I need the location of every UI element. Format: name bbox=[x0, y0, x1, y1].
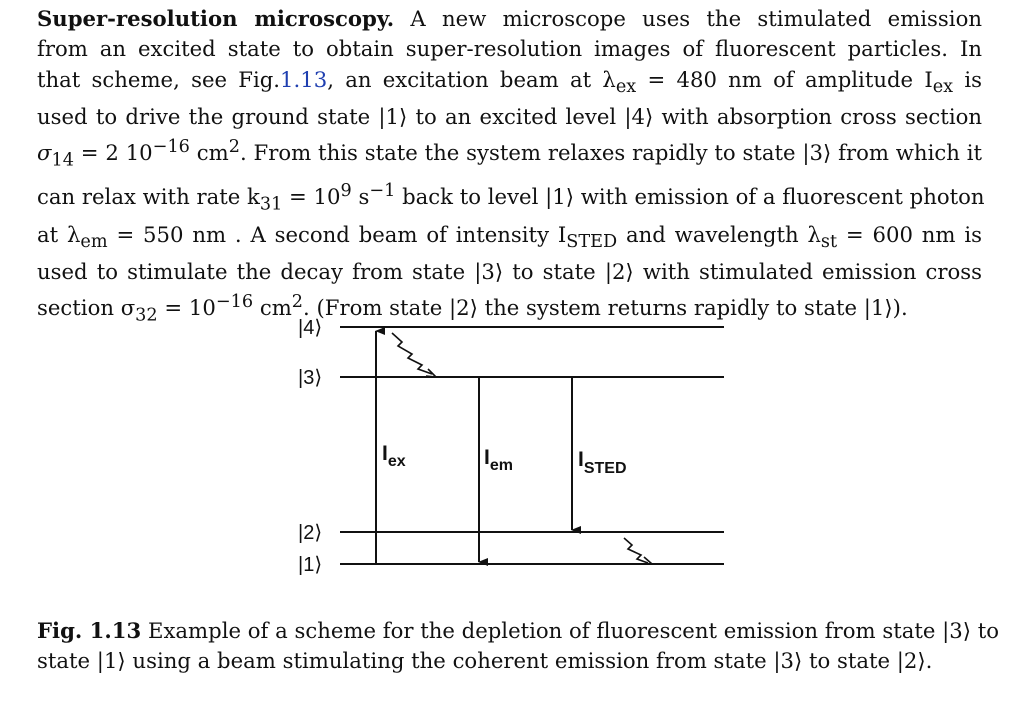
level-1-label: |1⟩ bbox=[298, 554, 323, 576]
superscript: 2 bbox=[228, 137, 240, 158]
caption-text: Example of a scheme for the depletion of fluorescent emission from state |3⟩ to bbox=[141, 618, 1000, 643]
subscript: 32 bbox=[135, 305, 158, 326]
paragraph-text: , an excitation beam at λ bbox=[327, 66, 616, 92]
subscript: STED bbox=[566, 231, 618, 252]
paragraph-text: = 480 nm of amplitude I bbox=[636, 66, 933, 92]
paragraph-text: back to level |1⟩ with emission of a fluorescent photon bbox=[395, 184, 985, 210]
subscript: st bbox=[820, 231, 838, 252]
level-4-label: |4⟩ bbox=[298, 317, 323, 339]
subscript: 14 bbox=[51, 150, 74, 171]
subscript: ex bbox=[932, 76, 954, 97]
level-2-label: |2⟩ bbox=[298, 522, 323, 544]
beam-label-ex: $I_{ex}$ bbox=[382, 442, 406, 470]
math-symbol: σ bbox=[37, 140, 52, 166]
superscript: 2 bbox=[291, 292, 304, 313]
superscript: −16 bbox=[215, 292, 254, 313]
caption-label: Fig. 1.13 bbox=[37, 618, 142, 643]
superscript: 9 bbox=[340, 181, 352, 202]
paragraph-text: can relax with rate k bbox=[37, 184, 260, 210]
paragraph-text: . (From state |2⟩ the system returns rapidly to state |1⟩). bbox=[303, 295, 908, 321]
paragraph-text: cm bbox=[253, 295, 292, 321]
paragraph-text: and wavelength λ bbox=[617, 221, 821, 247]
paragraph-lead: Super-resolution microscopy. bbox=[37, 6, 395, 31]
paragraph-text: that scheme, see Fig. bbox=[37, 66, 281, 92]
subscript: em bbox=[80, 231, 108, 252]
paragraph-text: . From this state the system relaxes rapidly to state |3⟩ from which it bbox=[239, 140, 982, 166]
paragraph-text: s bbox=[351, 184, 370, 210]
paragraph-text: = 10 bbox=[282, 184, 341, 210]
caption-line-2: state |1⟩ using a beam stimulating the coherent emission from state |3⟩ to state |2⟩. bbox=[37, 648, 933, 674]
paragraph-text: = 550 nm . A second beam of intensity I bbox=[107, 221, 567, 247]
paragraph-text: cm bbox=[189, 140, 229, 166]
superscript: −1 bbox=[369, 181, 396, 202]
nonradiative-decay-4-3 bbox=[392, 333, 432, 374]
paragraph-text: from an excited state to obtain super-resolution images of fluorescent particles. In bbox=[37, 36, 982, 62]
paragraph-text: A new microscope uses the stimulated emission bbox=[394, 6, 982, 31]
beam-label-em: $I_{em}$ bbox=[484, 446, 513, 474]
paragraph-text: = 600 nm is bbox=[837, 221, 983, 247]
beam-label-sted: $I_{STED}$ bbox=[578, 448, 627, 477]
level-3-label: |3⟩ bbox=[298, 367, 323, 389]
figure-caption bbox=[37, 616, 1000, 677]
paragraph-text: is bbox=[953, 66, 982, 92]
paragraph-text: used to drive the ground state |1⟩ to an excited level |4⟩ with absorption cross section bbox=[37, 104, 982, 130]
superscript: −16 bbox=[152, 137, 190, 158]
paragraph-text: = 10 bbox=[157, 295, 216, 321]
subscript: ex bbox=[615, 76, 637, 97]
figure-ref-link[interactable]: 1.13 bbox=[280, 66, 328, 92]
paragraph-text: = 2 10 bbox=[73, 140, 153, 166]
paragraph-text: at λ bbox=[37, 221, 81, 247]
caption-line-1 bbox=[37, 616, 1000, 646]
paragraph-text: used to stimulate the decay from state |3⟩ to state |2⟩ with stimulated emission cross bbox=[37, 259, 982, 285]
nonradiative-decay-2-1 bbox=[624, 538, 648, 563]
subscript: 31 bbox=[259, 194, 283, 215]
paragraph-text: section σ bbox=[37, 295, 136, 321]
